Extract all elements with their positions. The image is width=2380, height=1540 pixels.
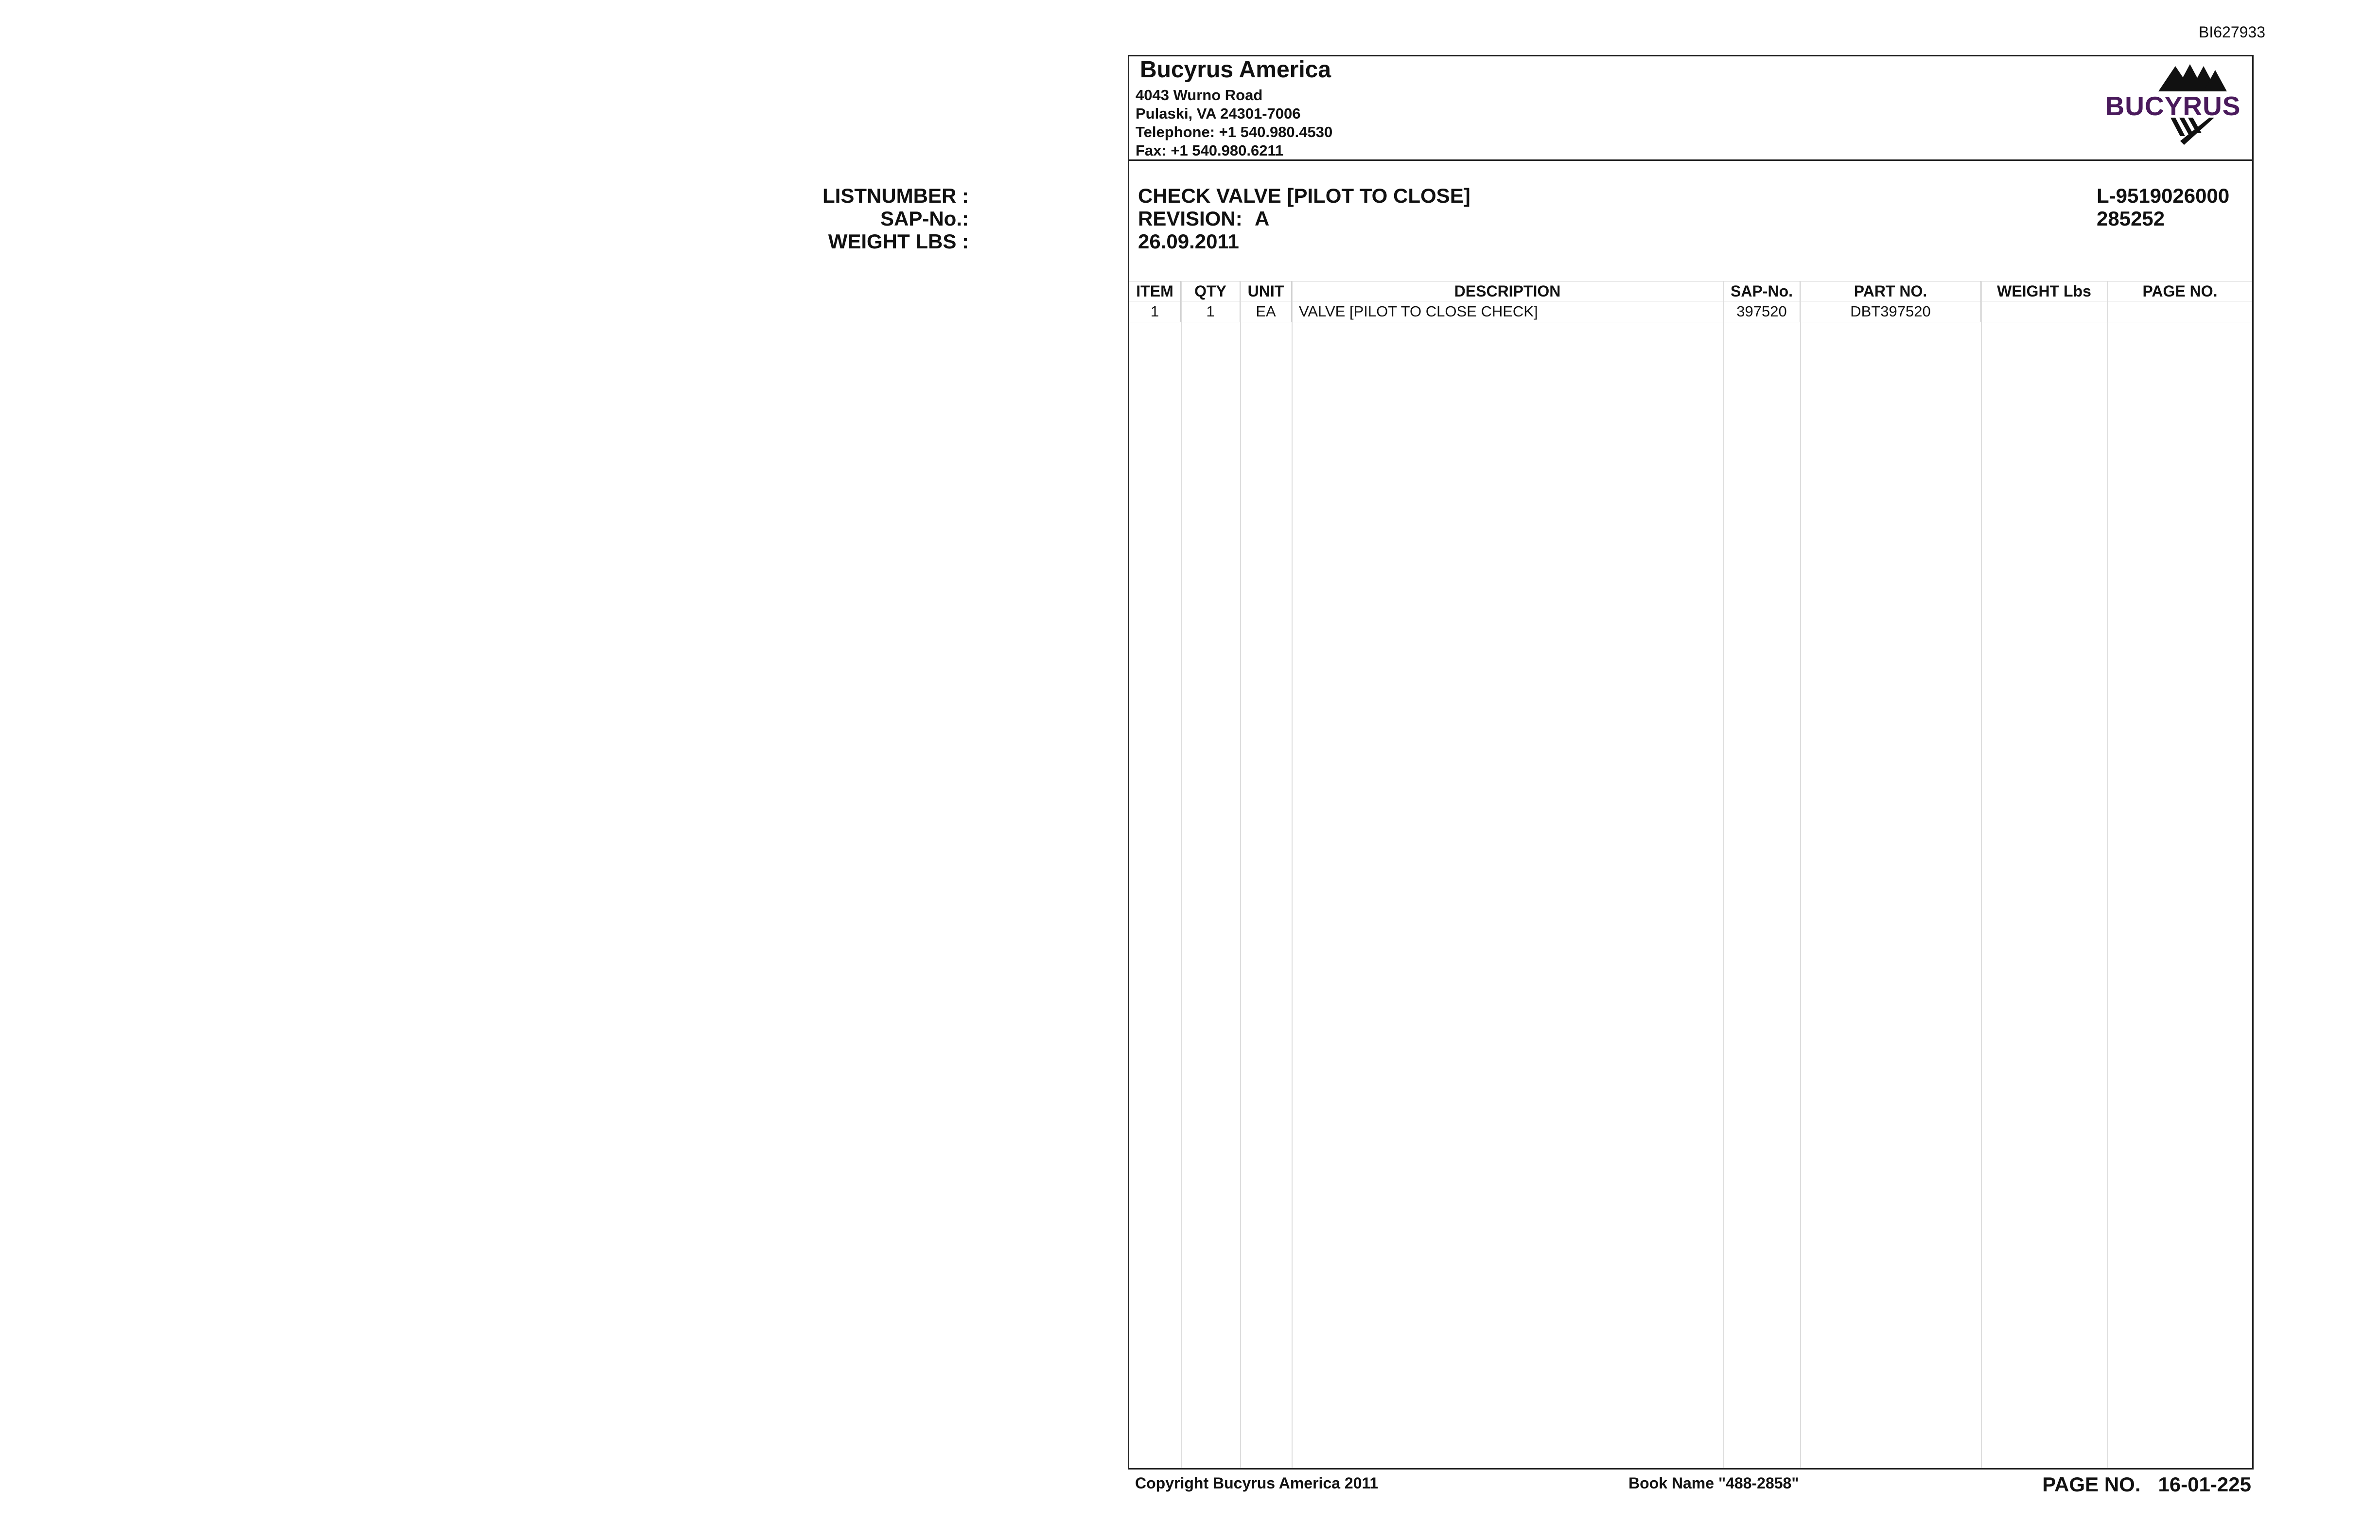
document-id: BI627933 xyxy=(2198,23,2265,41)
revision-value: A xyxy=(1255,207,1270,230)
bucyrus-logo xyxy=(2102,63,2243,151)
assembly-description: CHECK VALVE [PILOT TO CLOSE] xyxy=(1138,184,1470,207)
logo-wordmark: BUCYRUS xyxy=(2105,91,2241,121)
column-header-qty: QTY xyxy=(1181,281,1240,301)
address-telephone: Telephone: +1 540.980.4530 xyxy=(1136,123,1333,140)
column-divider xyxy=(1240,281,1241,1468)
copyright-notice: Copyright Bucyrus America 2011 xyxy=(1135,1474,1379,1492)
page-number-value: 16-01-225 xyxy=(2158,1473,2251,1496)
listnumber-value: L-9519026000 xyxy=(2097,184,2230,207)
company-header xyxy=(1129,56,2252,161)
parts-list-sheet xyxy=(822,55,2254,1470)
book-name: Book Name "488-2858" xyxy=(1628,1474,1799,1492)
parts-table xyxy=(1129,281,2252,322)
column-divider xyxy=(1292,281,1293,1468)
column-header-part-no: PART NO. xyxy=(1800,281,1981,301)
cell-part-no: DBT397520 xyxy=(1800,301,1981,322)
cell-sap-no: 397520 xyxy=(1723,301,1800,322)
column-divider xyxy=(1181,281,1182,1468)
cell-unit: EA xyxy=(1240,301,1292,322)
column-header-description: DESCRIPTION xyxy=(1292,281,1723,301)
column-divider xyxy=(1723,281,1724,1468)
address-street: 4043 Wurno Road xyxy=(1136,87,1263,104)
revision-line xyxy=(1138,207,1269,230)
column-divider xyxy=(1800,281,1801,1468)
page-number-label: PAGE NO. xyxy=(2042,1473,2141,1496)
column-header-item: ITEM xyxy=(1129,281,1181,301)
column-header-weight: WEIGHT Lbs xyxy=(1981,281,2107,301)
cell-qty: 1 xyxy=(1181,301,1240,322)
column-header-sap-no: SAP-No. xyxy=(1723,281,1800,301)
company-name: Bucyrus America xyxy=(1140,57,1331,83)
column-divider xyxy=(2107,281,2108,1468)
revision-date: 26.09.2011 xyxy=(1138,230,1239,253)
column-divider xyxy=(1981,281,1982,1468)
cell-weight xyxy=(1981,301,2107,322)
column-header-page-no: PAGE NO. xyxy=(2107,281,2252,301)
sap-number-label: SAP-No.: xyxy=(880,207,969,230)
table-row xyxy=(1129,301,2252,322)
table-header-row xyxy=(1129,281,2252,301)
listnumber-label: LISTNUMBER : xyxy=(822,184,969,207)
column-header-unit: UNIT xyxy=(1240,281,1292,301)
revision-label: REVISION: xyxy=(1138,207,1242,230)
weight-label: WEIGHT LBS : xyxy=(828,230,969,253)
cell-page-no xyxy=(2107,301,2252,322)
address-city: Pulaski, VA 24301-7006 xyxy=(1136,105,1301,122)
address-fax: Fax: +1 540.980.6211 xyxy=(1136,142,1284,159)
page-number xyxy=(2042,1473,2251,1496)
cell-description: VALVE [PILOT TO CLOSE CHECK] xyxy=(1292,301,1723,322)
sap-number-value: 285252 xyxy=(2097,207,2165,230)
cell-item: 1 xyxy=(1129,301,1181,322)
